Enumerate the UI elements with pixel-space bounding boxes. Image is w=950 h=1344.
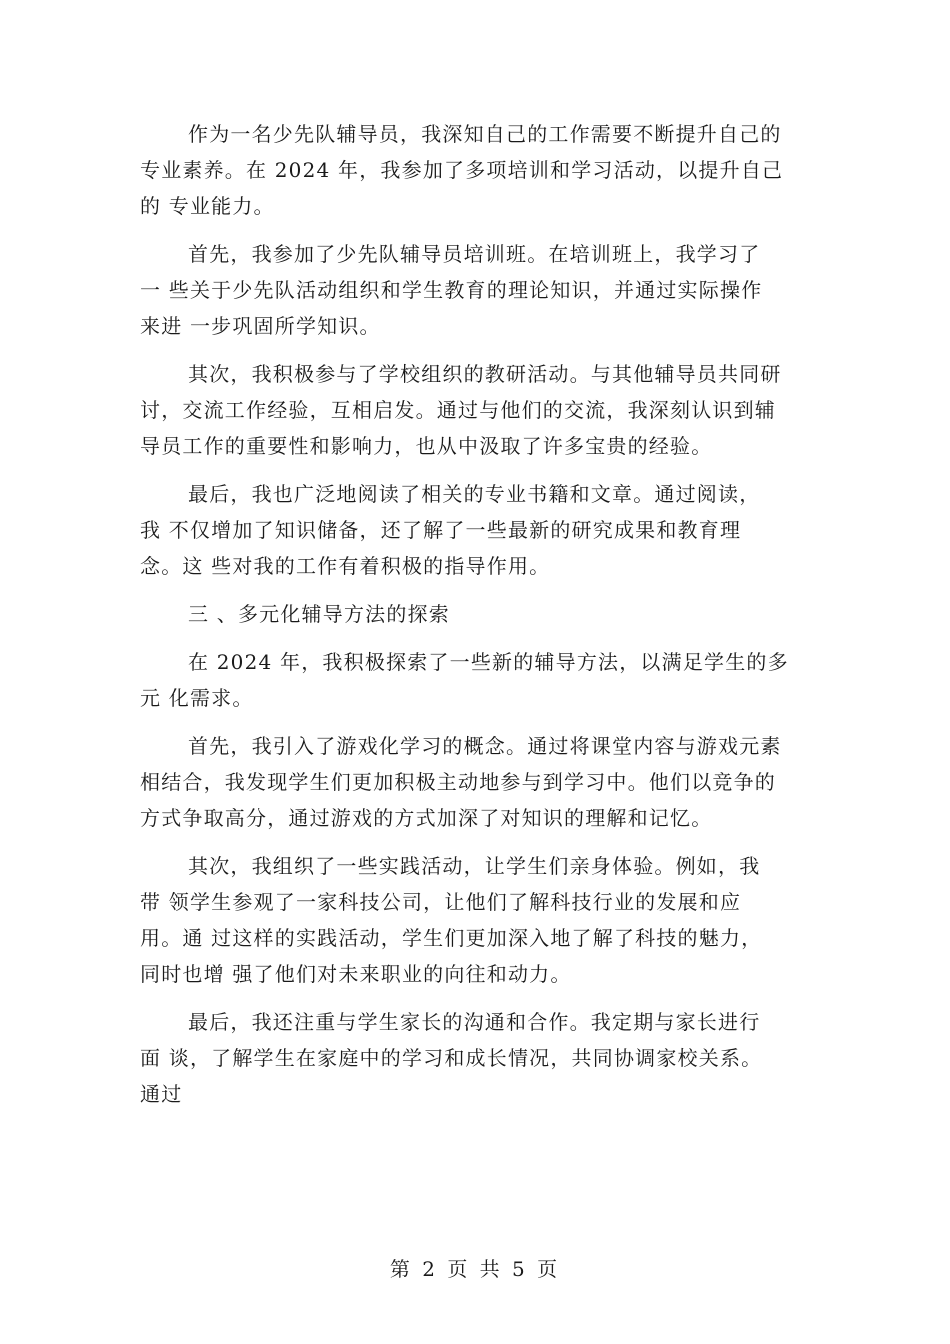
paragraph-gamification [140,728,810,836]
text-line: 通过 [140,1082,183,1106]
paragraph-teaching-research [140,356,810,464]
text-line: 最后，我还注重与学生家长的沟通和合作。我定期与家长进行 [188,1010,761,1034]
text-line: 导员工作的重要性和影响力，也从中汲取了许多宝贵的经验。 [140,434,713,458]
paragraph-training-class [140,236,810,344]
section-heading [140,596,810,632]
text-line: 方式争取高分，通过游戏的方式加深了对知识的理解和记忆。 [140,806,713,830]
text-line: 在 2024 年，我积极探索了一些新的辅导方法，以满足学生的多 [188,650,789,674]
paragraph-practice [140,848,810,992]
text-line: 元 化需求。 [140,686,254,710]
text-line: 的 专业能力。 [140,194,275,218]
page-number: 第 2 页 共 5 页 [389,1257,561,1281]
text-line: 其次，我组织了一些实践活动，让学生们亲身体验。例如，我 [188,854,761,878]
text-line: 最后，我也广泛地阅读了相关的专业书籍和文章。通过阅读， [188,482,761,506]
text-line: 专业素养。在 2024 年，我参加了多项培训和学习活动，以提升自己 [140,158,784,182]
text-line: 来进 一步巩固所学知识。 [140,314,381,338]
text-line: 带 领学生参观了一家科技公司，让他们了解科技行业的发展和应 [140,890,742,914]
text-line: 讨，交流工作经验，互相启发。通过与他们的交流，我深刻认识到辅 [140,398,776,422]
text-line: 一 些关于少先队活动组织和学生教育的理论知识，并通过实际操作 [140,278,763,302]
paragraph-methods-intro [140,644,810,716]
text-line: 用。通 过这样的实践活动，学生们更加深入地了解了科技的魅力， [140,926,763,950]
paragraph-reading [140,476,810,584]
text-line: 其次，我积极参与了学校组织的教研活动。与其他辅导员共同研 [188,362,782,386]
text-line: 同时也增 强了他们对未来职业的向往和动力。 [140,962,572,986]
text-line: 首先，我参加了少先队辅导员培训班。在培训班上，我学习了 [188,242,761,266]
text-line: 相结合，我发现学生们更加积极主动地参与到学习中。他们以竞争的 [140,770,776,794]
text-line: 首先，我引入了游戏化学习的概念。通过将课堂内容与游戏元素 [188,734,782,758]
document-body [140,116,810,1124]
heading-line: 三 、多元化辅导方法的探索 [188,602,450,626]
paragraph-parents [140,1004,810,1112]
text-line: 念。这 些对我的工作有着积极的指导作用。 [140,554,551,578]
paragraph-training-intro [140,116,810,224]
text-line: 作为一名少先队辅导员，我深知自己的工作需要不断提升自己的 [188,122,782,146]
text-line: 我 不仅增加了知识储备，还了解了一些最新的研究成果和教育理 [140,518,742,542]
text-line: 面 谈，了解学生在家庭中的学习和成长情况，共同协调家校关系。 [140,1046,763,1070]
